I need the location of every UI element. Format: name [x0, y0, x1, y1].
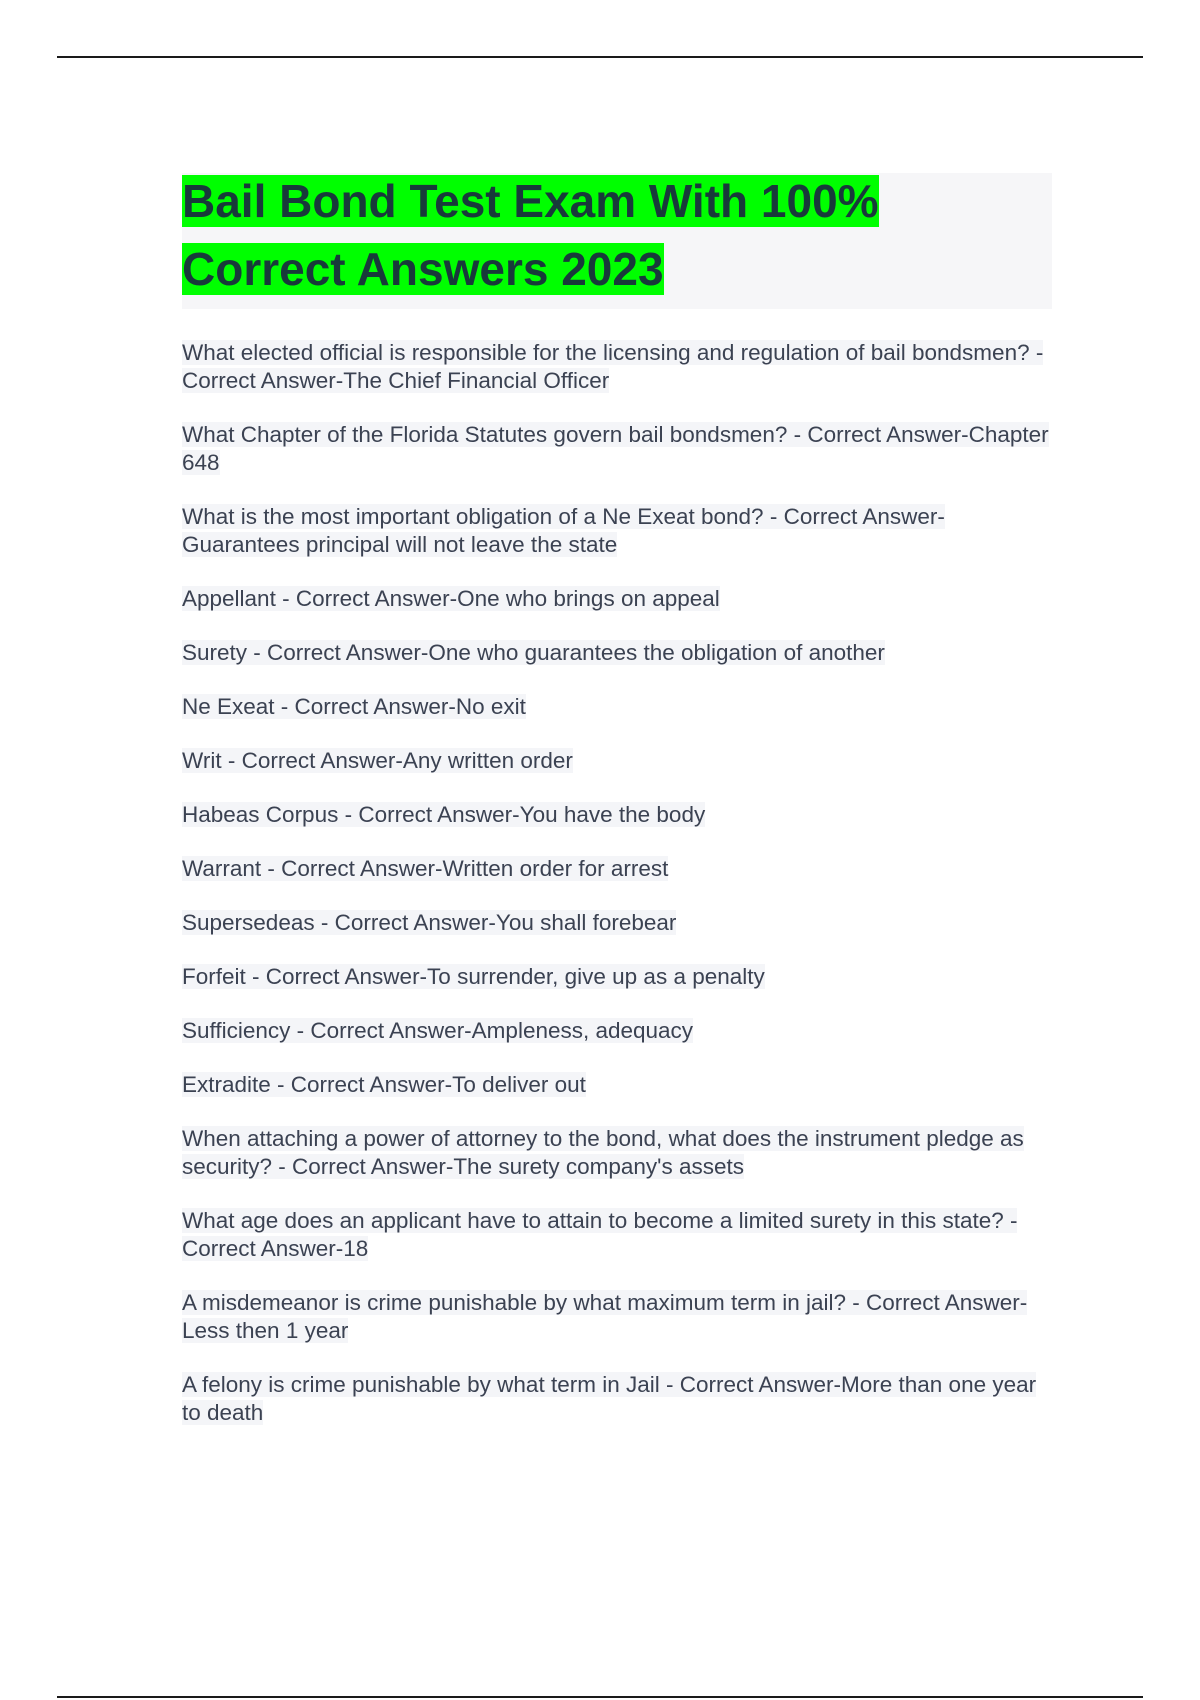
qa-text: A misdemeanor is crime punishable by what maximum term in jail? - Correct Answer-Less then 1 year: [182, 1290, 1028, 1343]
qa-item: [182, 339, 1052, 395]
qa-list: [182, 339, 1052, 1427]
qa-text: Surety - Correct Answer-One who guarantees the obligation of another: [182, 640, 885, 665]
qa-text: Supersedeas - Correct Answer-You shall forebear: [182, 910, 677, 935]
qa-item: [182, 1125, 1052, 1181]
qa-text: When attaching a power of attorney to the bond, what does the instrument pledge as security? - Correct Answer-The surety company's assets: [182, 1126, 1024, 1179]
qa-text: Habeas Corpus - Correct Answer-You have the body: [182, 802, 706, 827]
qa-text: What elected official is responsible for the licensing and regulation of bail bondsmen? - Correct Answer-The Chief Financial Officer: [182, 340, 1044, 393]
qa-item: [182, 1371, 1052, 1427]
qa-text: What age does an applicant have to attain to become a limited surety in this state? - Correct Answer-18: [182, 1208, 1018, 1261]
qa-text: Appellant - Correct Answer-One who brings on appeal: [182, 586, 720, 611]
qa-item: [182, 1289, 1052, 1345]
qa-item: [182, 585, 1052, 613]
qa-item: [182, 747, 1052, 775]
qa-text: What is the most important obligation of a Ne Exeat bond? - Correct Answer-Guarantees principal will not leave the state: [182, 504, 945, 557]
qa-item: [182, 421, 1052, 477]
qa-item: [182, 1071, 1052, 1099]
qa-text: Warrant - Correct Answer-Written order for arrest: [182, 856, 669, 881]
qa-item: [182, 909, 1052, 937]
document-title: Bail Bond Test Exam With 100% Correct Answers 2023: [182, 175, 879, 295]
qa-item: [182, 693, 1052, 721]
qa-item: [182, 639, 1052, 667]
bottom-rule: [57, 1696, 1143, 1698]
qa-item: [182, 1017, 1052, 1045]
qa-item: [182, 963, 1052, 991]
qa-text: Extradite - Correct Answer-To deliver out: [182, 1072, 586, 1097]
qa-item: [182, 801, 1052, 829]
document-body: [182, 173, 1052, 1453]
qa-text: A felony is crime punishable by what term in Jail - Correct Answer-More than one year to death: [182, 1372, 1037, 1425]
title-block: [182, 173, 1052, 309]
qa-item: [182, 503, 1052, 559]
qa-text: Forfeit - Correct Answer-To surrender, give up as a penalty: [182, 964, 765, 989]
top-rule: [57, 56, 1143, 58]
qa-text: Writ - Correct Answer-Any written order: [182, 748, 573, 773]
qa-item: [182, 855, 1052, 883]
qa-text: Ne Exeat - Correct Answer-No exit: [182, 694, 526, 719]
qa-text: Sufficiency - Correct Answer-Ampleness, adequacy: [182, 1018, 694, 1043]
qa-text: What Chapter of the Florida Statutes govern bail bondsmen? - Correct Answer-Chapter 648: [182, 422, 1049, 475]
qa-item: [182, 1207, 1052, 1263]
